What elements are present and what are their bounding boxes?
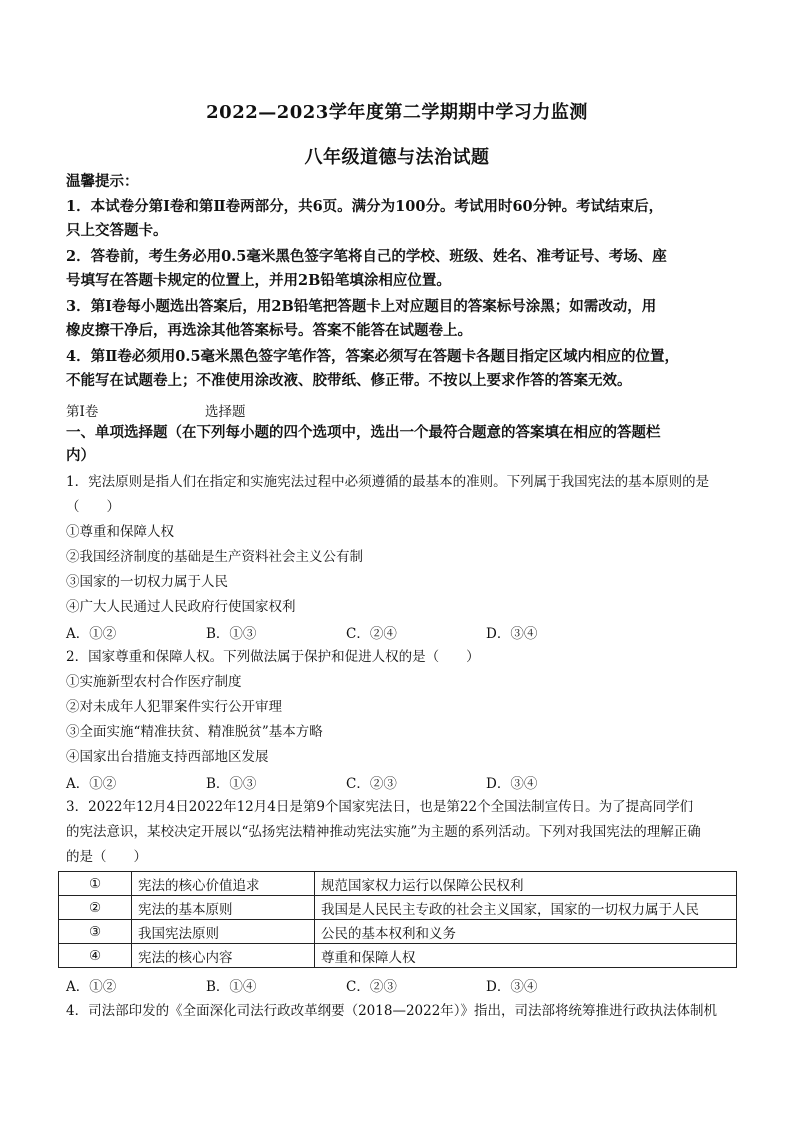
q3-stem-line-1: 3．2022年12月4日2022年12月4日是第9个国家宪法日，也是第22个全国法制宣传日。为了提高同学们 <box>66 799 694 815</box>
table-cell: 公民的基本权利和义务 <box>315 920 737 944</box>
table-cell: ② <box>59 896 132 920</box>
q2-option-c[interactable]: C．②③ <box>346 776 397 792</box>
q1-option-d[interactable]: D．③④ <box>486 626 538 642</box>
q1-option-c[interactable]: C．②④ <box>346 626 397 642</box>
table-cell: ① <box>59 872 132 896</box>
question-type-label: 选择题 <box>205 404 246 420</box>
q3-table <box>58 871 737 968</box>
q2-item-4: ④国家出台措施支持西部地区发展 <box>66 749 269 765</box>
q3-option-c[interactable]: C．②③ <box>346 979 397 995</box>
notice-item-1-line-1: 1．本试卷分第Ⅰ卷和第Ⅱ卷两部分，共6页。满分为100分。考试用时60分钟。考试结束后， <box>66 198 664 215</box>
q3-options <box>66 975 738 995</box>
table-cell: 宪法的核心内容 <box>132 944 315 968</box>
notice-item-3-line-2: 橡皮擦干净后，再选涂其他答案标号。答案不能答在试题卷上。 <box>66 322 472 339</box>
q1-option-b[interactable]: B．①③ <box>206 626 257 642</box>
q2-options <box>66 772 738 792</box>
q1-option-a[interactable]: A．①② <box>66 626 117 642</box>
q3-stem-line-2: 的宪法意识，某校决定开展以“弘扬宪法精神推动宪法实施”为主题的系列活动。下列对我国宪法的理解正确 <box>66 824 701 840</box>
q2-item-1: ①实施新型农村合作医疗制度 <box>66 674 242 690</box>
q4-stem-line-1: 4．司法部印发的《全面深化司法行政改革纲要（2018—2022年）》指出，司法部将统筹推进行政执法体制机 <box>66 1003 718 1019</box>
notice-item-2-line-2: 号填写在答题卡规定的位置上，并用2B铅笔填涂相应位置。 <box>66 272 451 289</box>
table-cell: 规范国家权力运行以保障公民权利 <box>315 872 737 896</box>
q2-option-a[interactable]: A．①② <box>66 776 117 792</box>
q2-stem: 2．国家尊重和保障人权。下列做法属于保护和促进人权的是（ ） <box>66 649 480 665</box>
q2-option-b[interactable]: B．①③ <box>206 776 257 792</box>
table-cell: ④ <box>59 944 132 968</box>
volume-label: 第I卷 <box>66 404 99 420</box>
q1-options <box>66 622 738 642</box>
notice-label: 温馨提示： <box>66 173 139 190</box>
notice-item-2-line-1: 2．答卷前，考生务必用0.5毫米黑色签字笔将自己的学校、班级、姓名、准考证号、考场、座 <box>66 248 667 265</box>
exam-subtitle: 八年级道德与法治试题 <box>304 147 490 168</box>
table-row <box>59 944 737 968</box>
q3-option-b[interactable]: B．①④ <box>206 979 257 995</box>
q3-option-a[interactable]: A．①② <box>66 979 117 995</box>
q1-item-2: ②我国经济制度的基础是生产资料社会主义公有制 <box>66 549 363 565</box>
notice-item-4-line-1: 4．第Ⅱ卷必须用0.5毫米黑色签字笔作答，答案必须写在答题卡各题目指定区域内相应的位置， <box>66 348 680 365</box>
table-cell: 宪法的核心价值追求 <box>132 872 315 896</box>
q1-item-1: ①尊重和保障人权 <box>66 524 174 540</box>
table-row <box>59 896 737 920</box>
q2-item-2: ②对未成年人犯罪案件实行公开审理 <box>66 699 282 715</box>
table-cell: ③ <box>59 920 132 944</box>
notice-item-1-line-2: 只上交答题卡。 <box>66 222 168 239</box>
table-row <box>59 872 737 896</box>
table-cell: 我国是人民民主专政的社会主义国家，国家的一切权力属于人民 <box>315 896 737 920</box>
notice-item-4-line-2: 不能写在试题卷上；不准使用涂改液、胶带纸、修正带。不按以上要求作答的答案无效。 <box>66 372 632 389</box>
exam-title: 2022—2023学年度第二学期期中学习力监测 <box>206 102 588 123</box>
q2-option-d[interactable]: D．③④ <box>486 776 538 792</box>
table-cell: 宪法的基本原则 <box>132 896 315 920</box>
table-cell: 我国宪法原则 <box>132 920 315 944</box>
q1-stem-line-1: 1．宪法原则是指人们在指定和实施宪法过程中必须遵循的最基本的准则。下列属于我国宪法的基本原则的是 <box>66 474 710 490</box>
notice-item-3-line-1: 3．第Ⅰ卷每小题选出答案后，用2B铅笔把答题卡上对应题目的答案标号涂黑；如需改动，用 <box>66 298 657 315</box>
q1-stem-line-2: （ ） <box>66 499 120 515</box>
q3-option-d[interactable]: D．③④ <box>486 979 538 995</box>
q2-item-3: ③全面实施“精准扶贫、精准脱贫”基本方略 <box>66 724 323 740</box>
table-cell: 尊重和保障人权 <box>315 944 737 968</box>
q3-stem-line-3: 的是（ ） <box>66 849 147 865</box>
q1-item-3: ③国家的一切权力属于人民 <box>66 574 228 590</box>
section-heading-line-1: 一、单项选择题（在下列每小题的四个选项中，选出一个最符合题意的答案填在相应的答题栏 <box>66 424 661 441</box>
q1-item-4: ④广大人民通过人民政府行使国家权利 <box>66 599 296 615</box>
table-row <box>59 920 737 944</box>
section-heading-line-2: 内） <box>66 447 95 464</box>
